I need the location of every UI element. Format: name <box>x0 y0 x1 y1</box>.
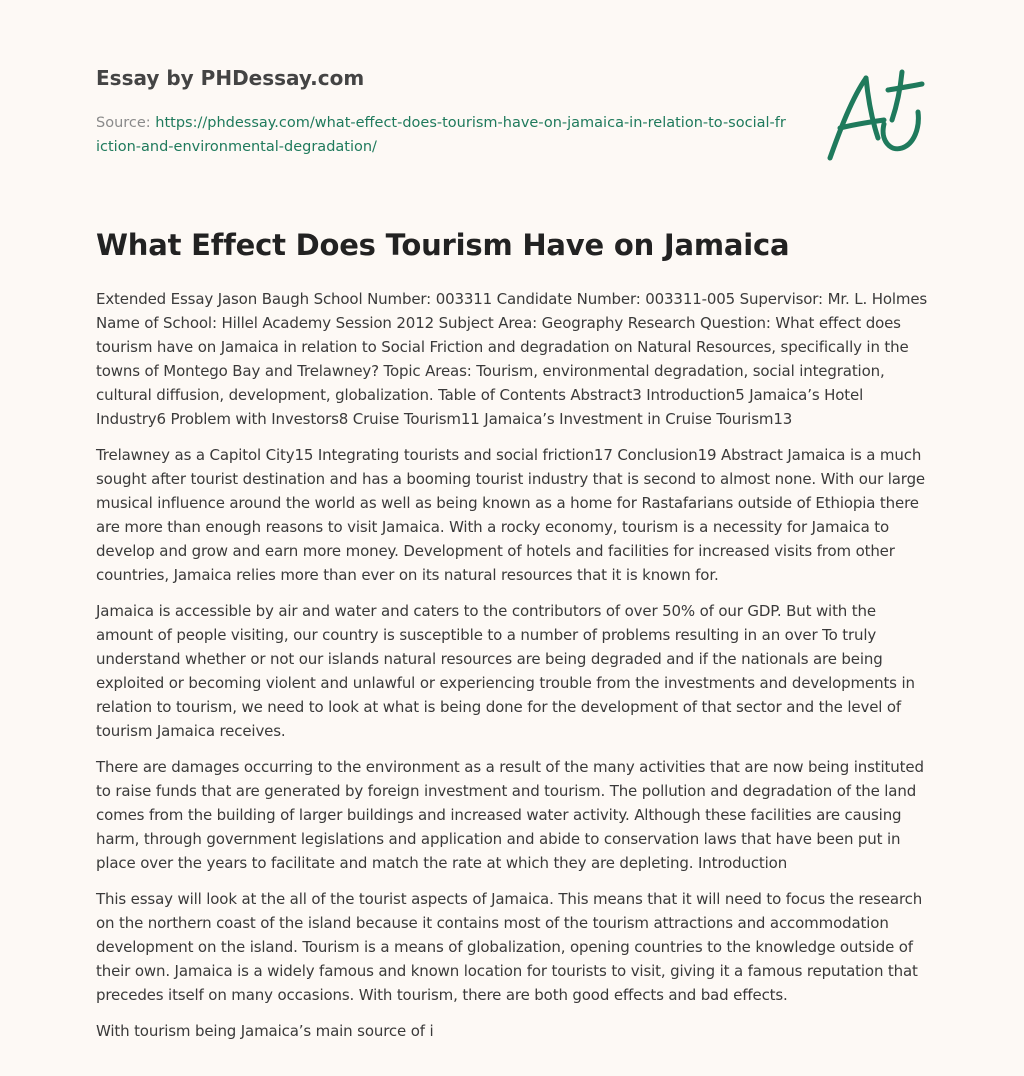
essay-body <box>96 287 932 1055</box>
source-link[interactable]: https://phdessay.com/what-effect-does-tourism-have-on-jamaica-in-relation-to-social-friction-and-environmental-degradation/ <box>96 115 786 155</box>
essay-paragraph-2: Trelawney as a Capitol City15 Integrating tourists and social friction17 Conclusion19 Abstract Jamaica is a much sought after tourist destination and has a booming tourist industry that is second to almost none. With our large musical influence around the world as well as being known as a home for Rastafarians outside of Ethiopia there are more than enough reasons to visit Jamaica. With a rocky economy, tourism is a necessity for Jamaica to develop and grow and earn more money. Development of hotels and facilities for increased visits from other countries, Jamaica relies more than ever on its natural resources that it is known for. <box>96 446 926 584</box>
a-plus-logo-icon <box>822 68 926 164</box>
source-label: Source: <box>96 115 156 131</box>
essay-paragraph-5: This essay will look at the all of the tourist aspects of Jamaica. This means that it will need to focus the research on the northern coast of the island because it contains most of the tourism attractions and accommodation development on the island. Tourism is a means of globalization, opening countries to the knowledge outside of their own. Jamaica is a widely famous and known location for tourists to visit, giving it a famous reputation that precedes itself on many occasions. With tourism, there are both good effects and bad effects. <box>96 890 923 1004</box>
essay-paragraph-1: Extended Essay Jason Baugh School Number: 003311 Candidate Number: 003311-005 Supervisor: Mr. L. Holmes Name of School: Hillel Academy Session 2012 Subject Area: Geography Research Question: What effect does tourism have on Jamaica in relation to Social Friction and degradation on Natural Resources, specifically in the towns of Montego Bay and Trelawney? Topic Areas: Tourism, environmental degradation, social integration, cultural diffusion, development, globalization. Table of Contents Abstract3 Introduction5 Jamaica’s Hotel Industry6 Problem with Investors8 Cruise Tourism11 Jamaica’s Investment in Cruise Tourism13 <box>96 290 928 428</box>
source-line <box>96 111 786 159</box>
essay-paragraph-3: Jamaica is accessible by air and water and caters to the contributors of over 50% of our GDP. But with the amount of people visiting, our country is susceptible to a number of problems resulting in an over To truly understand whether or not our islands natural resources are being degraded and if the nationals are being exploited or becoming violent and unlawful or experiencing trouble from the investments and developments in relation to tourism, we need to look at what is being done for the development of that sector and the level of tourism Jamaica receives. <box>96 602 915 740</box>
site-title: Essay by PHDessay.com <box>96 66 365 90</box>
essay-title: What Effect Does Tourism Have on Jamaica <box>96 228 790 262</box>
essay-paragraph-4: There are damages occurring to the environment as a result of the many activities that are now being instituted to raise funds that are generated by foreign investment and tourism. The pollution and degradation of the land comes from the building of larger buildings and increased water activity. Although these facilities are causing harm, through government legislations and application and abide to conservation laws that have been put in place over the years to facilitate and match the rate at which they are depleting. Introduction <box>96 758 924 872</box>
essay-paragraph-6: With tourism being Jamaica’s main source of i <box>96 1022 434 1040</box>
